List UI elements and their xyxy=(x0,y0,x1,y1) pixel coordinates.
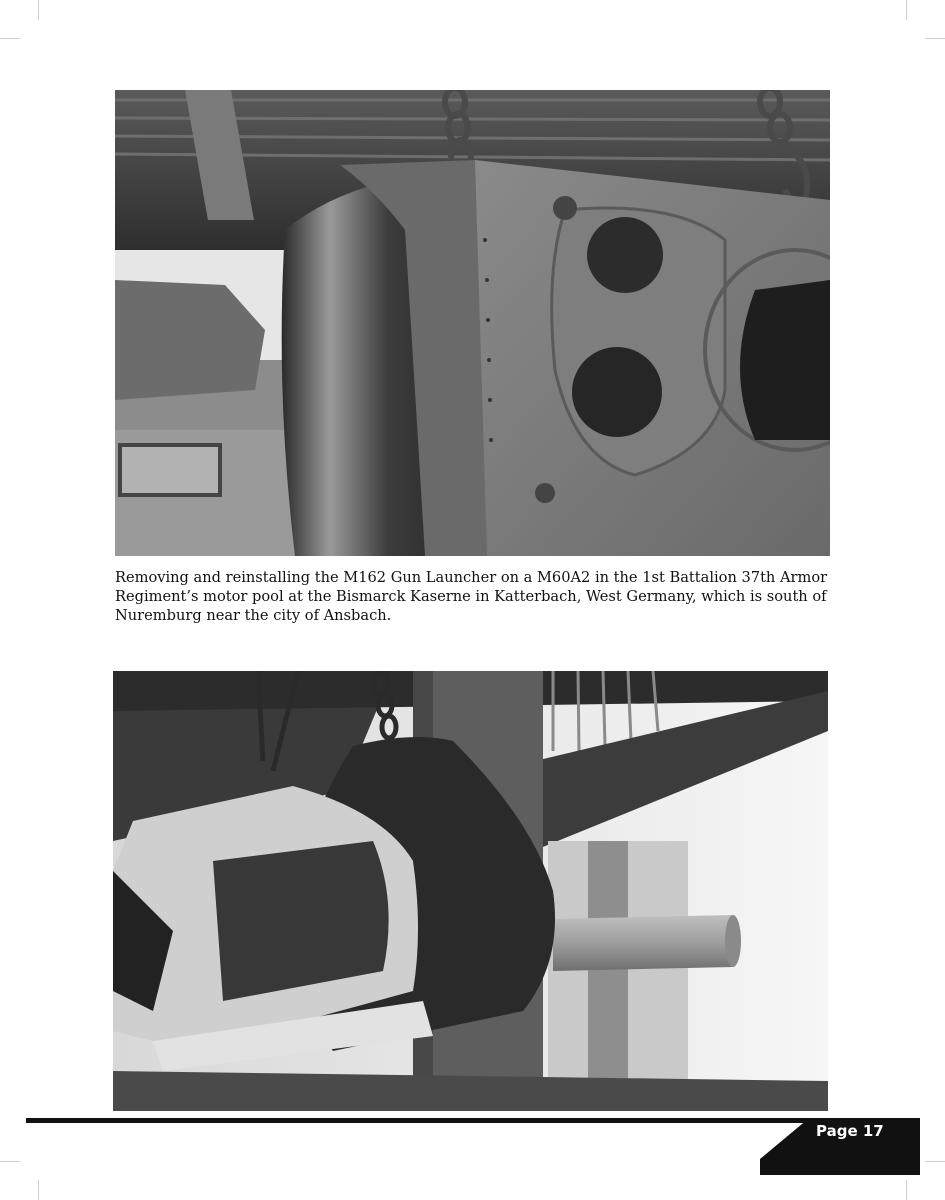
crop-mark xyxy=(0,1161,20,1162)
crop-mark xyxy=(0,38,20,39)
page-number: Page 17 xyxy=(816,1122,884,1140)
turret-top-photo xyxy=(115,90,830,556)
photo-caption: Removing and reinstalling the M162 Gun Launcher on a M60A2 in the 1st Battalion 37th Armor Regiment’s motor pool at the Bismarck Kaserne in Katterbach, West Germany, which is south of Nuremburg near the city of Ansbach. xyxy=(115,569,828,624)
crop-mark xyxy=(906,0,907,20)
crop-mark xyxy=(925,38,945,39)
crop-mark xyxy=(38,1180,39,1200)
crop-mark xyxy=(906,1180,907,1200)
turret-hoist-photo xyxy=(113,671,828,1111)
page-number-tab xyxy=(760,1119,920,1175)
crop-mark xyxy=(925,1161,945,1162)
crop-mark xyxy=(38,0,39,20)
